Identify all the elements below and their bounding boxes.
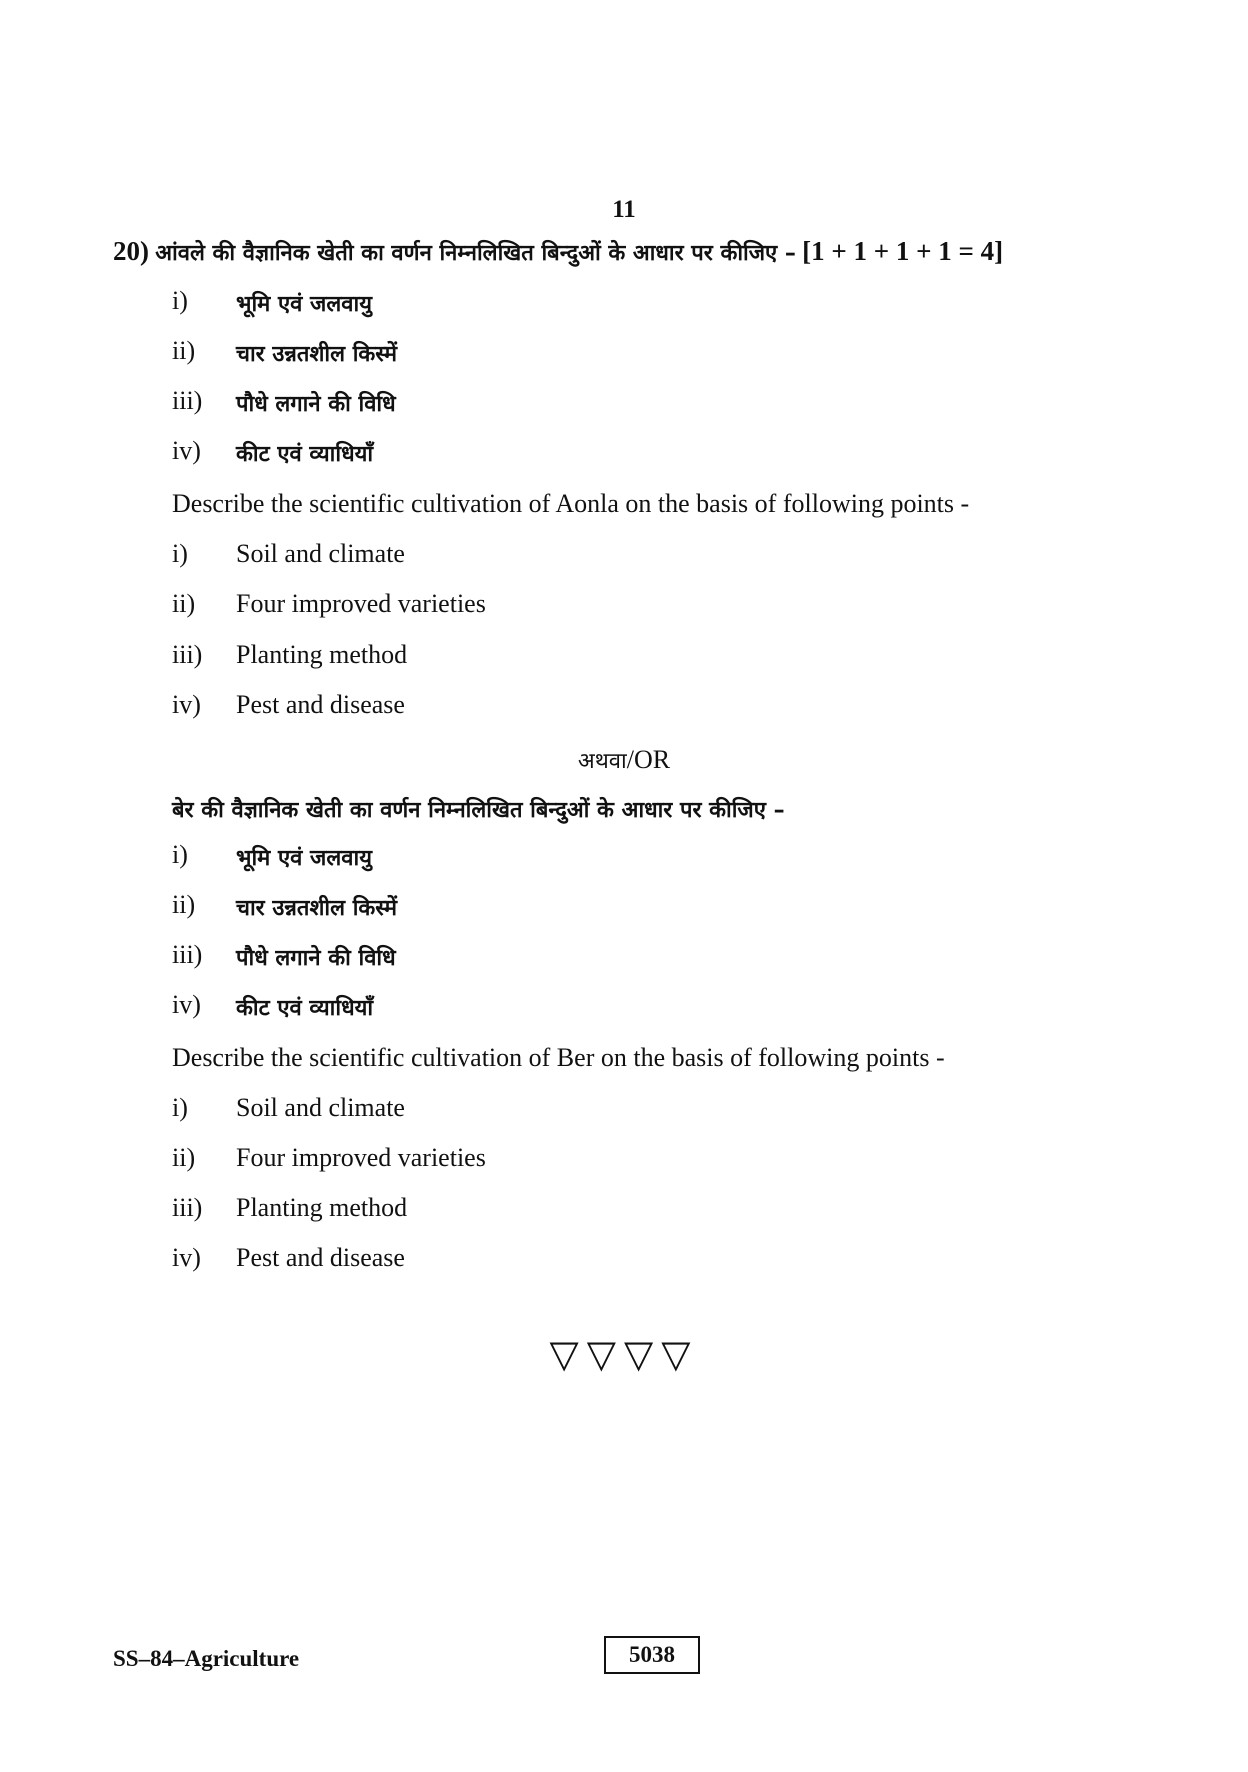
- list-item-number: i): [172, 539, 188, 568]
- list-item-number: iv): [172, 436, 201, 465]
- list-item-text: भूमि एवं जलवायु: [236, 292, 372, 317]
- list-item-number: iii): [172, 1193, 203, 1222]
- list-item-text: कीट एवं व्याधियाँ: [236, 996, 374, 1021]
- list-item-number: iv): [172, 690, 201, 719]
- list-item-number: i): [172, 286, 188, 315]
- list-item-number: i): [172, 840, 188, 869]
- list-item-number: ii): [172, 1143, 196, 1172]
- list-item-number: iii): [172, 940, 203, 969]
- list-item-text: भूमि एवं जलवायु: [236, 846, 372, 871]
- list-item-text: Planting method: [236, 1193, 408, 1222]
- question-marks: [1 + 1 + 1 + 1 = 4]: [802, 236, 1004, 266]
- question-hindi-prompt: आंवले की वैज्ञानिक खेती का वर्णन निम्नलिखित बिन्दुओं के आधार पर कीजिए –: [155, 241, 796, 266]
- paper-code: SS–84–Agriculture: [113, 1646, 300, 1671]
- page-code-box: 5038: [604, 1636, 700, 1674]
- list-item-text: चार उन्नतशील किस्में: [236, 342, 398, 367]
- list-item-number: iii): [172, 386, 203, 415]
- or-divider-english: /OR: [626, 745, 671, 774]
- or-divider: [0, 745, 1248, 775]
- question-english-prompt: Describe the scientific cultivation of Aonla on the basis of following points -: [172, 489, 970, 518]
- list-item-number: iv): [172, 990, 201, 1019]
- list-item-text: Pest and disease: [236, 690, 405, 719]
- alternative-hindi-prompt: बेर की वैज्ञानिक खेती का वर्णन निम्नलिखित बिन्दुओं के आधार पर कीजिए –: [172, 798, 785, 823]
- alternative-english-prompt: Describe the scientific cultivation of Ber on the basis of following points -: [172, 1043, 945, 1072]
- list-item-text: चार उन्नतशील किस्में: [236, 896, 398, 921]
- list-item-text: पौधे लगाने की विधि: [236, 946, 396, 971]
- or-divider-hindi: अथवा: [577, 749, 627, 774]
- list-item-text: Soil and climate: [236, 1093, 405, 1122]
- end-of-paper-triangles: ▽▽▽▽: [549, 1332, 699, 1376]
- list-item-text: Four improved varieties: [236, 1143, 486, 1172]
- list-item-number: iv): [172, 1243, 201, 1272]
- list-item-number: ii): [172, 890, 196, 919]
- list-item-number: ii): [172, 589, 196, 618]
- page-number: 11: [612, 196, 636, 223]
- list-item-text: Four improved varieties: [236, 589, 486, 618]
- list-item-number: ii): [172, 336, 196, 365]
- list-item-number: iii): [172, 640, 203, 669]
- list-item-text: पौधे लगाने की विधि: [236, 392, 396, 417]
- list-item-number: i): [172, 1093, 188, 1122]
- list-item-text: Soil and climate: [236, 539, 405, 568]
- list-item-text: Planting method: [236, 640, 408, 669]
- question-number: 20): [113, 236, 149, 266]
- list-item-text: कीट एवं व्याधियाँ: [236, 442, 374, 467]
- list-item-text: Pest and disease: [236, 1243, 405, 1272]
- question-header: [113, 236, 1153, 267]
